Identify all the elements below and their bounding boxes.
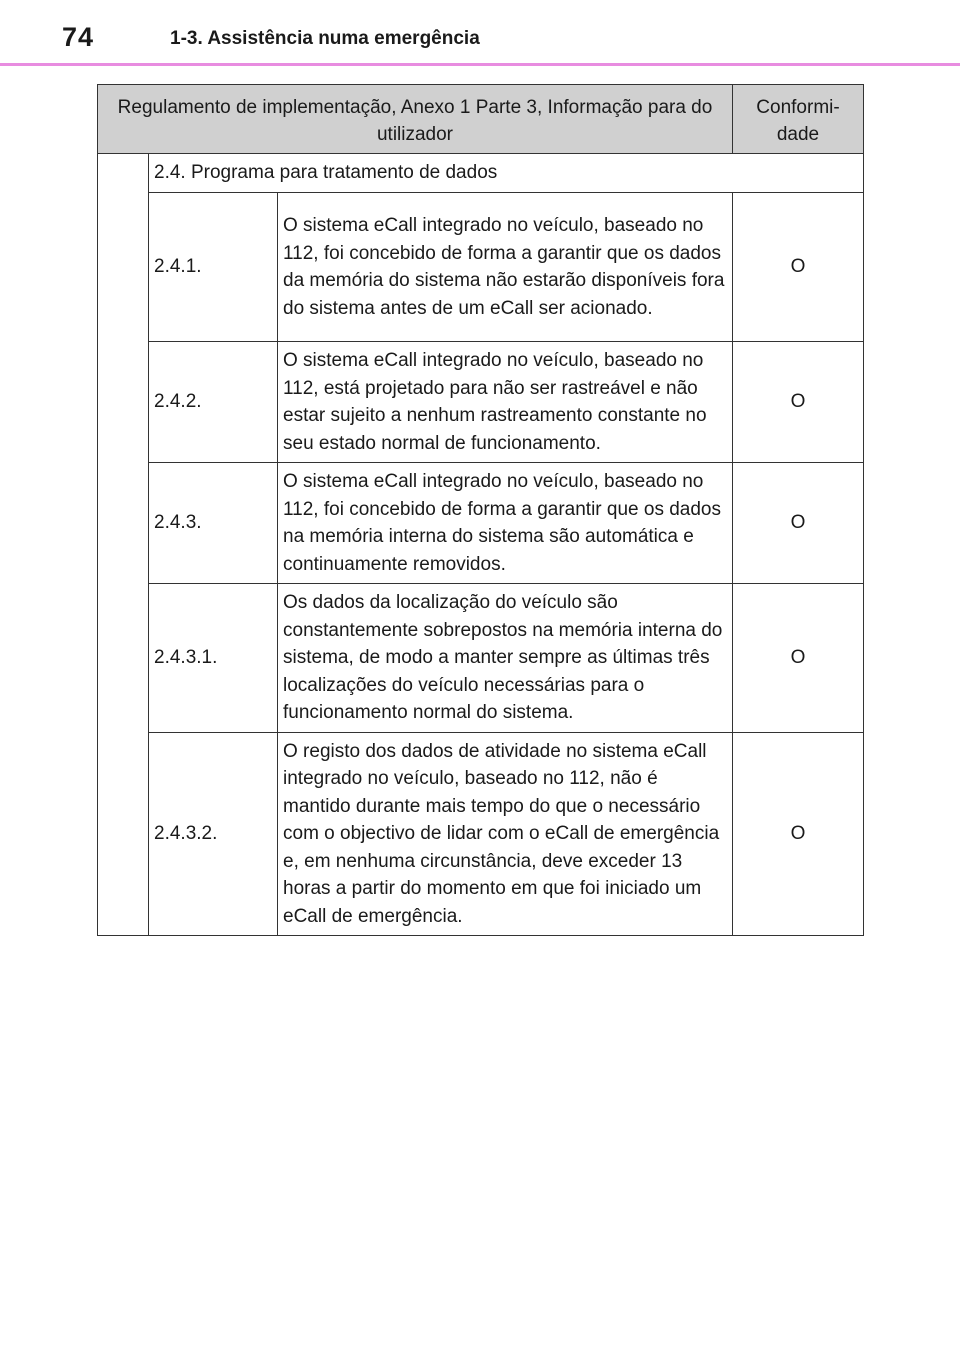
regulation-table (97, 84, 864, 936)
row-conformity: O (733, 584, 864, 733)
table-row (98, 733, 864, 936)
page-header (0, 0, 960, 66)
row-conformity: O (733, 463, 864, 584)
header-regulation: Regulamento de implementação, Anexo 1 Parte 3, Informação para do utilizador (98, 85, 733, 154)
header-conformity: Conformi-dade (733, 85, 864, 154)
row-number: 2.4.3. (149, 463, 278, 584)
row-text: Os dados da localização do veículo são constantemente sobrepostos na memória interna do sistema, de modo a manter sempre as últimas três localizações do veículo necessárias para o funcionamento normal do sistema. (278, 584, 733, 733)
table-row (98, 584, 864, 733)
row-conformity: O (733, 733, 864, 936)
row-number: 2.4.1. (149, 193, 278, 342)
header-divider (0, 63, 960, 66)
row-number: 2.4.2. (149, 342, 278, 463)
table-row (98, 193, 864, 342)
row-text: O sistema eCall integrado no veículo, baseado no 112, foi concebido de forma a garantir que os dados na memória interna do sistema são automática e continuamente removidos. (278, 463, 733, 584)
page-number: 74 (62, 22, 95, 52)
row-conformity: O (733, 342, 864, 463)
row-number: 2.4.3.1. (149, 584, 278, 733)
row-text: O registo dos dados de atividade no sistema eCall integrado no veículo, baseado no 112, não é mantido durante mais tempo do que o necessário com o objectivo de lidar com o eCall de emergência e, em nenhuma circunstância, deve exceder 13 horas a partir do momento em que foi iniciado um eCall de emergência. (278, 733, 733, 936)
table-row (98, 342, 864, 463)
row-text: O sistema eCall integrado no veículo, baseado no 112, foi concebido de forma a garantir que os dados da memória do sistema não estarão disponíveis fora do sistema antes de um eCall ser acionado. (278, 193, 733, 342)
blank-indent-cell (98, 154, 149, 936)
section-title: 1-3. Assistência numa emergência (170, 28, 480, 49)
table-header-row (98, 85, 864, 154)
section-row (98, 154, 864, 193)
table-row (98, 463, 864, 584)
row-text: O sistema eCall integrado no veículo, baseado no 112, está projetado para não ser rastreável e não estar sujeito a nenhum rastreamento constante no seu estado normal de funcionamento. (278, 342, 733, 463)
row-conformity: O (733, 193, 864, 342)
row-number: 2.4.3.2. (149, 733, 278, 936)
section-label: 2.4. Programa para tratamento de dados (149, 154, 864, 193)
